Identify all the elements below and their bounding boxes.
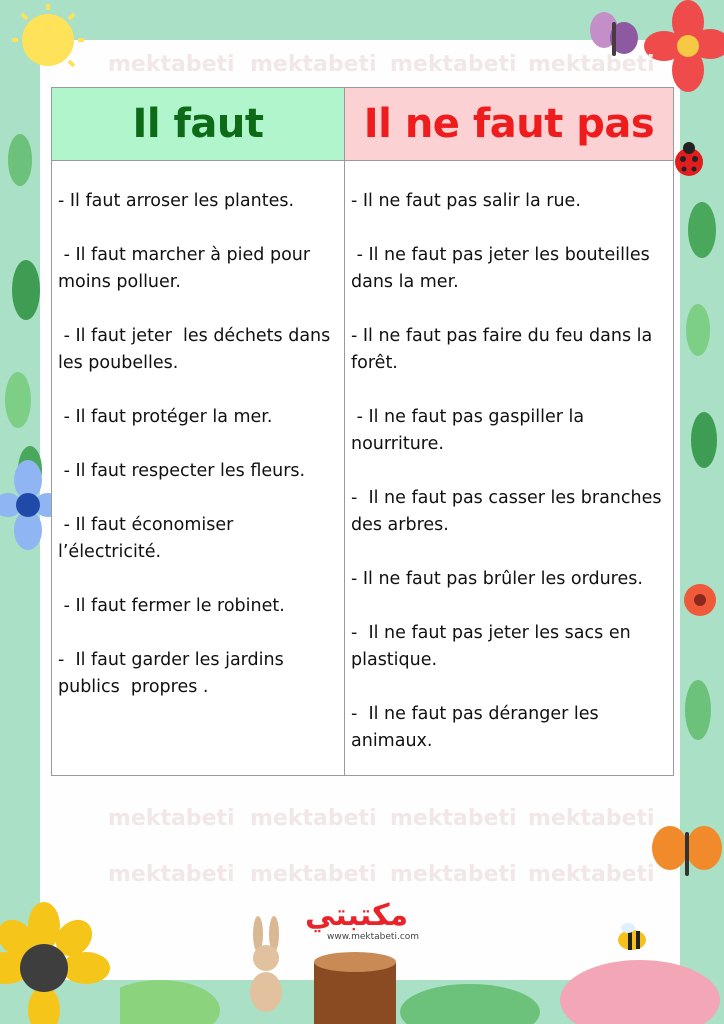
header-left-title: Il faut: [132, 101, 264, 147]
list-item: - Il faut marcher à pied pour moins polluer.: [58, 245, 316, 292]
list-item: - Il ne faut pas jeter les bouteilles dans la mer.: [351, 245, 656, 292]
watermark: mektabeti: [528, 862, 655, 887]
list-item: - Il ne faut pas brûler les ordures.: [351, 569, 643, 589]
list-item: - Il faut respecter les fleurs.: [58, 461, 306, 481]
list-item: - Il faut économiser l’électricité.: [58, 515, 239, 562]
sun-icon: [4, 2, 94, 82]
watermark: mektabeti: [250, 52, 377, 77]
left-column: [58, 188, 340, 728]
watermark: mektabeti: [250, 862, 377, 887]
flower-icon: [630, 0, 724, 100]
butterfly-orange-icon: [650, 818, 724, 890]
list-item: - Il faut arroser les plantes.: [58, 191, 295, 211]
watermark: mektabeti: [528, 806, 655, 831]
blue-flower-icon: [0, 450, 56, 560]
list-item: - Il faut fermer le robinet.: [58, 596, 285, 616]
list-item: - Il ne faut pas déranger les animaux.: [351, 704, 605, 751]
leaves-right-icon: [676, 190, 724, 790]
column-divider: [344, 161, 345, 775]
watermark: mektabeti: [108, 862, 235, 887]
list-item: - Il ne faut pas gaspiller la nourriture.: [351, 407, 590, 454]
watermark: mektabeti: [528, 52, 655, 77]
mektabeti-logo: [305, 898, 445, 944]
watermark: mektabeti: [390, 862, 517, 887]
list-item: - Il ne faut pas faire du feu dans la forêt.: [351, 326, 658, 373]
list-item: - Il ne faut pas jeter les sacs en plastique.: [351, 623, 637, 670]
header-il-ne-faut-pas: [345, 88, 673, 161]
watermark: mektabeti: [108, 52, 235, 77]
header-right-title: Il ne faut pas: [363, 101, 655, 147]
list-item: - Il faut protéger la mer.: [58, 407, 273, 427]
logo-url: www.mektabeti.com: [327, 932, 420, 942]
watermark: mektabeti: [108, 806, 235, 831]
watermark: mektabeti: [390, 806, 517, 831]
list-item: - Il faut garder les jardins publics propres .: [58, 650, 290, 697]
header-il-faut: [52, 88, 345, 161]
right-column: [351, 188, 669, 782]
rules-table: [51, 87, 674, 776]
list-item: - Il ne faut pas casser les branches des arbres.: [351, 488, 668, 535]
watermark: mektabeti: [390, 52, 517, 77]
bee-icon: [612, 918, 652, 958]
leaves-left-icon: [0, 120, 50, 500]
logo-text: مكتبتي: [305, 898, 409, 933]
watermark: mektabeti: [250, 806, 377, 831]
sunflower-icon: [0, 902, 120, 1024]
list-item: - Il ne faut pas salir la rue.: [351, 191, 581, 211]
list-item: - Il faut jeter les déchets dans les poubelles.: [58, 326, 336, 373]
ladybug-icon: [672, 142, 706, 178]
